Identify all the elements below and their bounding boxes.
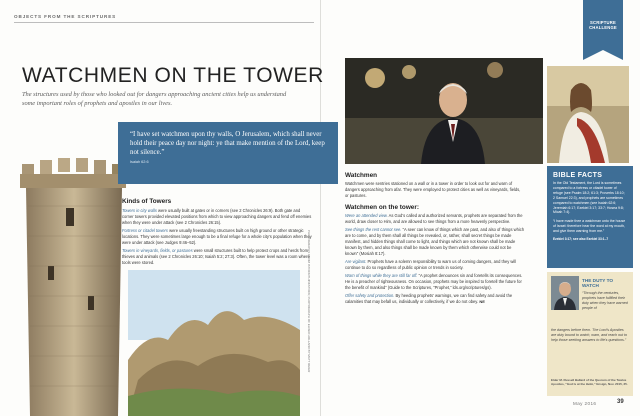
list-item: Offer safety and protection. By heeding prophets’ warnings, we can find safety and avoid the calamities that may befall us, individually or collectively, if we do not obey. NE <box>345 293 513 304</box>
list-item: Are vigilant. Prophets have a solemn responsibility to warn us of coming dangers, and they will continue to do so regardless of public opinion or trends in society. <box>345 259 517 270</box>
kinds-body <box>122 208 312 268</box>
kinds-paragraph: Fortress or citadel towers were usually freestanding structures built on high ground or other strategic locations. They were sometimes large enough to be a final refuge for a whole city’s population when they were under attack (see Judges 9:46–52). <box>122 228 312 245</box>
watchmen-tower-heading: Watchmen on the tower: <box>345 204 419 211</box>
duty-to-watch-box <box>547 272 633 396</box>
duty-heading: THE DUTY TO WATCH <box>582 278 614 289</box>
watchmen-heading: Watchmen <box>345 172 378 179</box>
kinds-heading: Kinds of Towers <box>122 198 172 205</box>
kinds-term: Towers in vineyards, fields, or pastures <box>122 248 193 253</box>
duty-quote-part2: the dangers before them. The Lord’s Apostles are duty bound to watch, warn, and reach out to help those seeking answers to life’s questions.” <box>551 328 628 342</box>
quote-source: Isaiah 62:6 <box>130 160 149 164</box>
elder-ballard-portrait <box>551 276 579 310</box>
article-subtitle: The structures used by those who looked out for dangers approaching ancient cities help us understand some important roles of prophets and apostles in our lives. <box>22 91 287 107</box>
jesus-painting-image <box>547 66 629 163</box>
scripture-challenge-ribbon <box>583 0 623 60</box>
bible-facts-quote: “I have made thee a watchman unto the house of Israel: therefore hear the word at my mouth, and give them warning from me.” <box>553 219 626 234</box>
scripture-quote-box <box>118 122 338 184</box>
stone-tower-image <box>18 146 130 416</box>
bible-facts-heading: BIBLE FACTS <box>553 172 603 179</box>
list-item: Were an attended view. As God’s called and authorized servants, prophets are separated from the world, draw closer to Him, and are allowed to see things from a more heavenly perspective. <box>345 213 523 224</box>
kinds-paragraph: Towers in vineyards, fields, or pastures were small structures built to help protect crops and herds from thieves and animals (see 2 Chronicles 26:10; Isaiah 5:2; 27:3). Often, the tower level was a room where tools were stored. <box>122 248 310 265</box>
photo-credit-left: PHOTOGRAPHS FROM ISTOCK/THINKSTOCK; PHOTOGRAPH OF ELDER HOLLAND BY MATT REIER <box>307 230 311 373</box>
issue-date: May 2016 <box>573 401 597 406</box>
author-signature: NE <box>479 299 485 304</box>
article-title: WATCHMEN ON THE TOWER <box>22 64 324 87</box>
bible-facts-box <box>547 166 633 268</box>
kinds-term: Fortress or citadel towers <box>122 228 168 233</box>
ribbon-label: SCRIPTURE CHALLENGE <box>589 20 617 30</box>
kinds-paragraph: Towers in city walls were usually built at gates or in corners (see 2 Chronicles 26:9). Both gate and corner towers provided elevated positions from which to view approaching dangers and fend off enemies when they were under attack (see 2 Chronicles 26:15). <box>122 208 312 225</box>
kinds-term: Towers in city walls <box>122 208 157 213</box>
rock-fortress-image <box>128 270 300 416</box>
section-label: OBJECTS FROM THE SCRIPTURES <box>14 14 117 19</box>
list-item: Warn of things while they are still far off. “A prophet denounces sin and foretells its consequences. He is a preacher of righteousness. On occasion, prophets may be inspired to foretell the future for the benefit of mankind” (Guide to the Scriptures, “Prophet,” lds.org/scriptures/gs). <box>345 273 523 290</box>
bible-facts-body: In the Old Testament, the Lord is sometimes compared to a fortress or citadel tower of refuge (see Psalm 18:2; 61:3; Proverbs 18:10; 2 Samuel 22:3), and prophets are sometimes compared to watchmen (see Isaiah 62:6; Jeremiah 6:17; Ezekiel 3:17; 33:7; Hosea 9:8; Micah 7:4). <box>553 181 625 215</box>
list-item: See things the rest cannot see. “A seer can know of things which are past, and also of things which are to come, and by them shall all things be revealed, or, rather, shall secret things be made manifest, and hidden things shall come to light, and things which are not known shall be made known by them, and also things shall be made known by them which otherwise could not be known” (Mosiah 8:17). <box>345 227 525 256</box>
duty-quote-part1: “Through the centuries, prophets have fulfilled their duty when they have warned people of <box>582 291 628 310</box>
bible-facts-reference: Ezekiel 3:17; see also Ezekiel 33:1–7 <box>553 237 609 242</box>
top-rule <box>14 22 314 23</box>
page-number: 39 <box>617 399 624 405</box>
watchmen-body: Watchmen were sentries stationed on a wall or in a tower in order to look out for and warn of dangers approaching from afar. They were employed to protect cities as well as vineyards, fields, or pastures. <box>345 181 521 198</box>
elder-holland-photo <box>345 58 543 164</box>
quote-text: “I have set watchmen upon thy walls, O Jerusalem, which shall never hold their peace day nor night: ye that make mention of the Lord, keep not silence.” <box>130 131 325 156</box>
duty-credit: Elder M. Russell Ballard of the Quorum of the Twelve Apostles, “God Is at the Helm,” Ensign, Nov. 2015, 25. <box>551 378 628 387</box>
article-body-column <box>345 172 525 305</box>
right-page <box>321 0 640 416</box>
